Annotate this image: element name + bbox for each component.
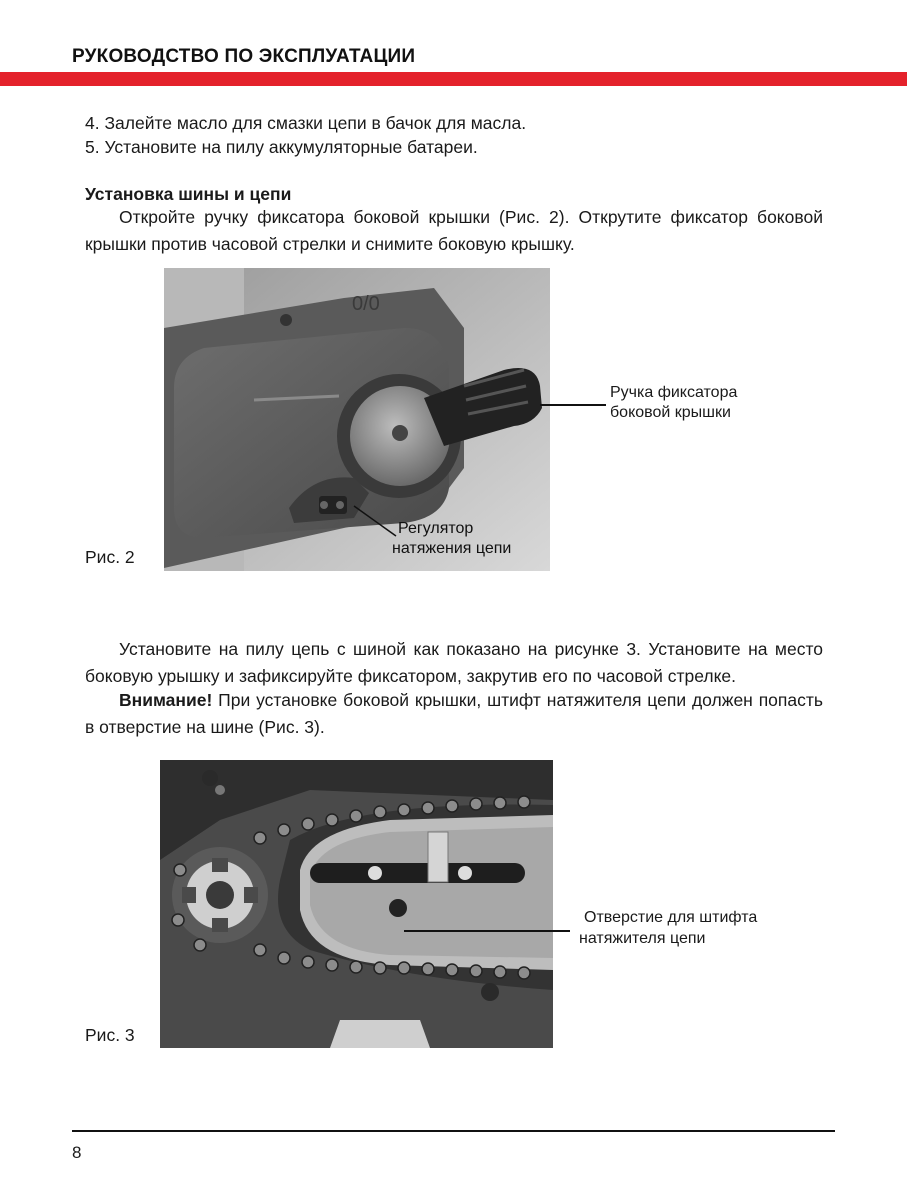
callout-regulator-line2: натяжения цепи (392, 540, 512, 557)
callout-handle-line1: Ручка фиксатора (610, 384, 738, 401)
paragraph-install-chain: Установите на пилу цепь с шиной как показано на рисунке 3. Установите на место боковую урышку и зафиксируйте фиксатором, закрутив его по часовой стрелке. (85, 639, 823, 686)
warning-text: При установке боковой крышки, штифт натяжителя цепи должен попасть в отверстие на шине (Рис. 3). (85, 690, 823, 737)
figure-3-photo (160, 760, 553, 1048)
figure-3-caption: Рис. 3 (85, 1025, 135, 1045)
callout-regulator-line1: Регулятор (398, 520, 474, 537)
paragraph-open-cover: Откройте ручку фиксатора боковой крышки (Рис. 2). Открутите фиксатор боковой крышки против часовой стрелки и снимите боковую крышку. (85, 207, 823, 254)
figure-2-photo (164, 268, 550, 571)
callout-hole-line2: натяжителя цепи (579, 930, 706, 947)
section-heading: Установка шины и цепи (85, 184, 292, 204)
step-5: 5. Установите на пилу аккумуляторные батареи. (85, 137, 478, 157)
page-number: 8 (72, 1143, 82, 1162)
svg-text:0/0: 0/0 (352, 293, 380, 315)
page-header-title: РУКОВОДСТВО ПО ЭКСПЛУАТАЦИИ (72, 46, 416, 67)
figure-2-caption: Рис. 2 (85, 547, 135, 567)
footer-rule (72, 1130, 835, 1132)
paragraph-warning (85, 687, 823, 741)
callout-handle-line2: боковой крышки (610, 404, 731, 421)
header-red-bar (0, 72, 907, 86)
step-4: 4. Залейте масло для смазки цепи в бачок для масла. (85, 113, 527, 133)
callout-line-hole (404, 930, 570, 932)
callout-line-handle (540, 404, 606, 406)
warning-label: Внимание! (119, 690, 213, 710)
callout-hole-line1: Отверстие для штифта (584, 909, 758, 926)
